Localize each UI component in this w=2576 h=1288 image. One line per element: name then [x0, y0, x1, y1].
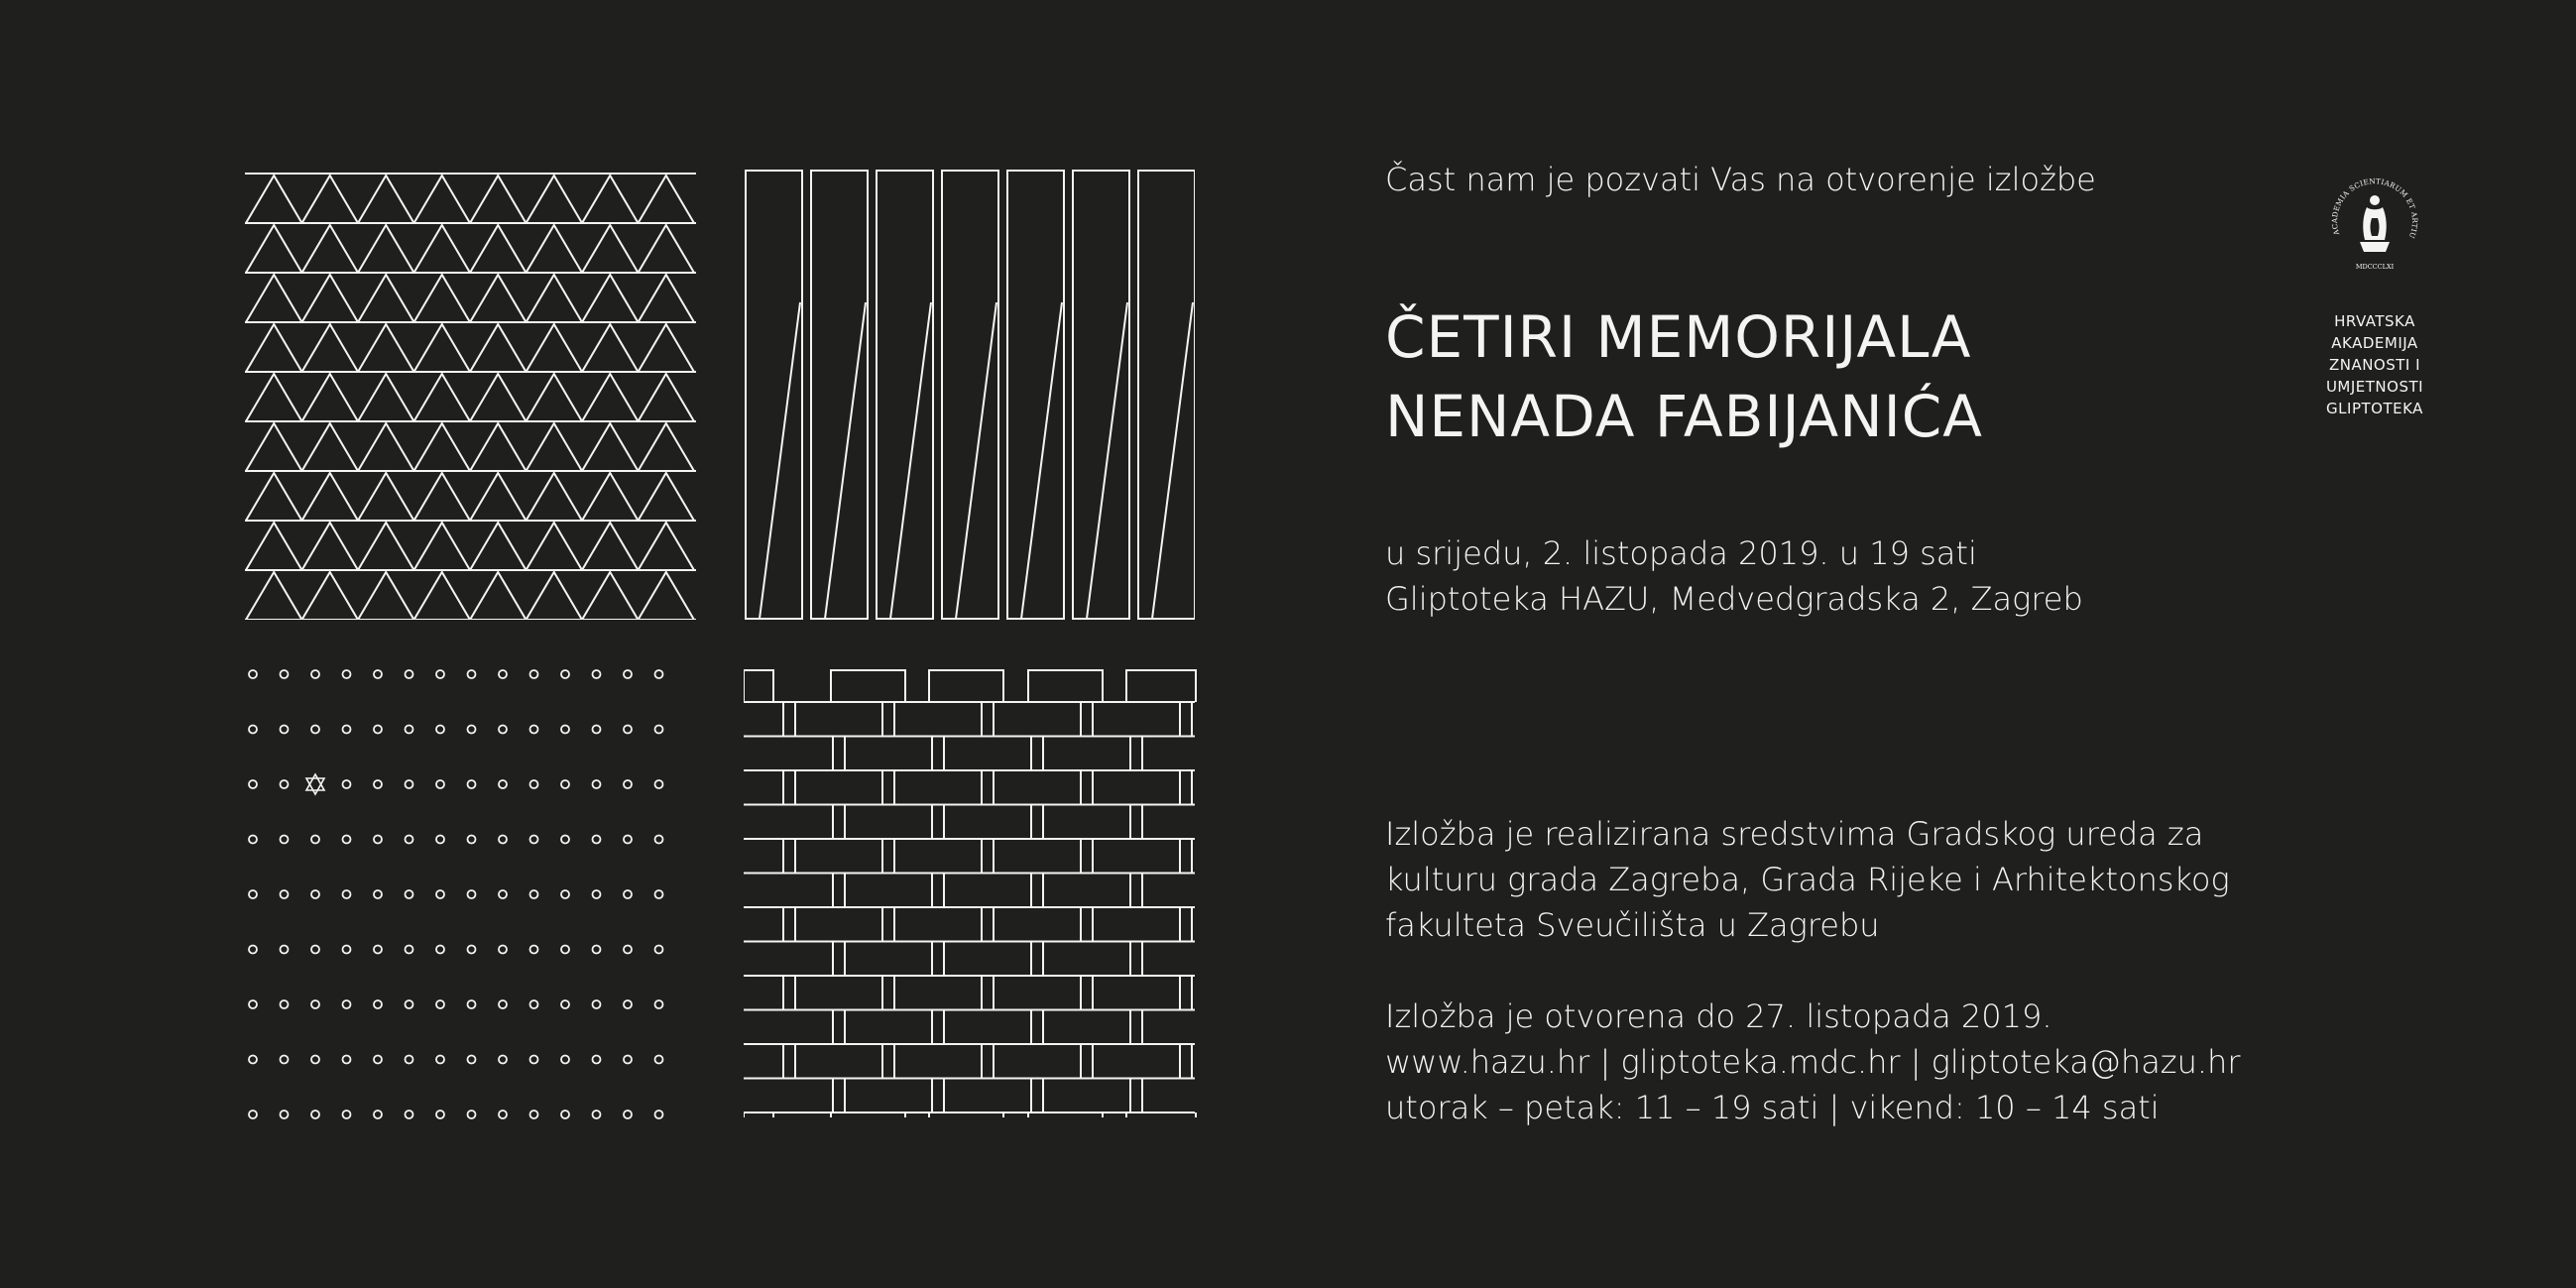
seal-text: ACADEMIA SCIENTIARUM ET ARTIU	[2329, 176, 2420, 240]
seal-icon	[2320, 167, 2429, 276]
open-until: Izložba je otvorena do 27. listopada 2019.	[1385, 997, 2052, 1035]
title-line-1: ČETIRI MEMORIJALA	[1385, 303, 1972, 371]
invitation-text: Čast nam je pozvati Vas na otvorenje izložbe	[1385, 161, 2096, 198]
contacts: www.hazu.hr | gliptoteka.mdc.hr | gliptoteka@hazu.hr	[1385, 1043, 2241, 1081]
brick-pattern	[744, 666, 1198, 1117]
logo-line-3: ZNANOSTI I	[2328, 356, 2421, 374]
funding-note	[1385, 811, 2230, 948]
logo-caption	[2290, 310, 2459, 419]
columns-pattern-panel	[744, 169, 1195, 620]
triangle-pattern-panel	[245, 169, 696, 620]
event-date: u srijedu, 2. listopada 2019. u 19 sati	[1385, 534, 1977, 572]
hazu-seal-logo	[2320, 167, 2429, 276]
event-venue: Gliptoteka HAZU, Medvedgradska 2, Zagreb	[1385, 580, 2083, 618]
funding-line-3: fakulteta Sveučilišta u Zagrebu	[1385, 906, 1880, 944]
logo-line-1: HRVATSKA	[2334, 312, 2415, 330]
funding-line-1: Izložba je realizirana sredstvima Gradskog ureda za	[1385, 815, 2204, 853]
title-line-2: NENADA FABIJANIĆA	[1385, 383, 1983, 450]
brick-pattern-panel	[744, 666, 1198, 1117]
logo-line-4: UMJETNOSTI	[2325, 378, 2424, 396]
event-details	[1385, 530, 2083, 622]
logo-line-5: GLIPTOTEKA	[2326, 400, 2423, 417]
funding-line-2: kulturu grada Zagreba, Grada Rijeke i Arhitektonskog	[1385, 861, 2230, 898]
opening-hours: utorak – petak: 11 – 19 sati | vikend: 10 – 14 sati	[1385, 1089, 2160, 1126]
seal-year: MDCCCLXI	[2355, 263, 2395, 271]
visitor-info	[1385, 994, 2240, 1130]
dots-pattern	[245, 664, 701, 1125]
dots-pattern-panel	[245, 664, 701, 1125]
logo-line-2: AKADEMIJA	[2331, 334, 2418, 352]
triangle-pattern	[245, 169, 696, 620]
exhibition-title	[1385, 297, 1983, 456]
columns-pattern	[744, 169, 1195, 620]
